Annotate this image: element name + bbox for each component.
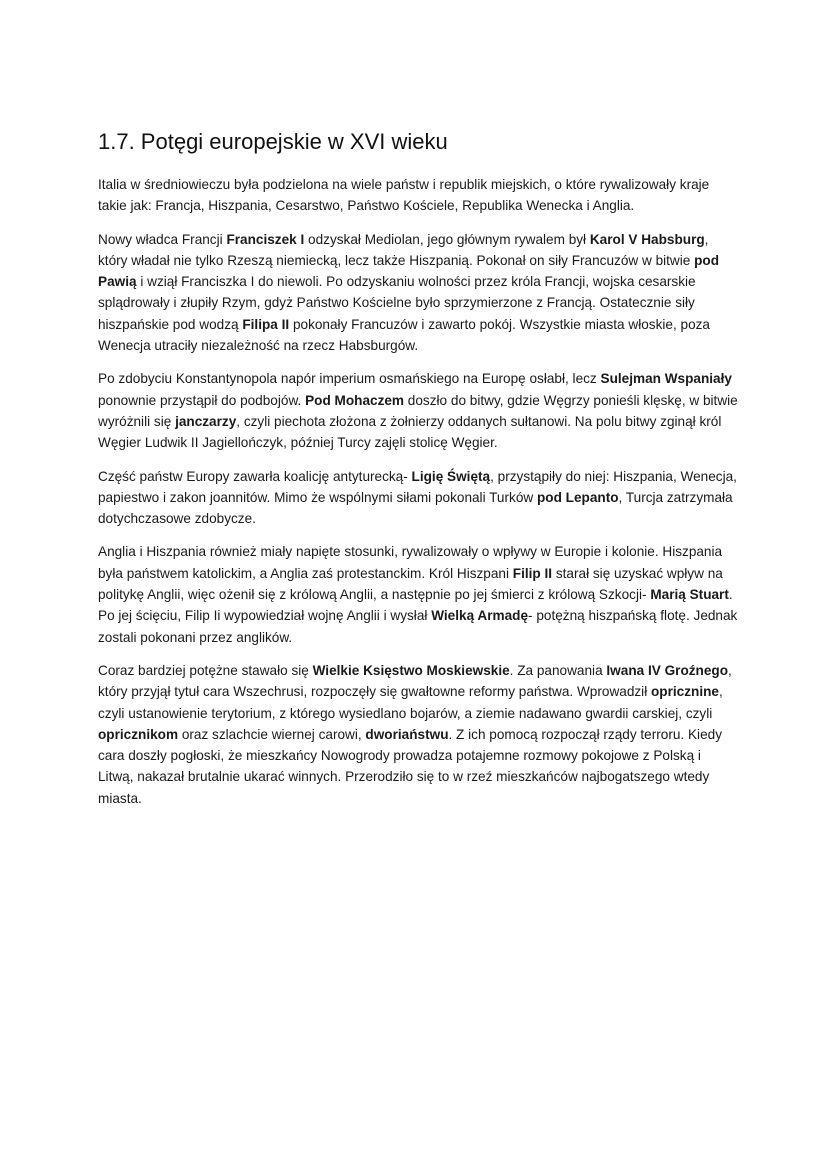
text-segment: . Z ich pomocą rozpoczął rządy terroru. Kiedy cara doszły pogłoski, że mieszkańcy Nowogrody prowadza potajemne rozmowy pokojowe z Polską i Litwą, nakazał brutalnie ukarać winnych. Przerodziło się to w rzeź mieszkańców najbogatszego wtedy miasta. <box>98 726 722 806</box>
text-segment: Po zdobyciu Konstantynopola napór imperium osmańskiego na Europę osłabł, lecz <box>98 371 601 387</box>
bold-term: Franciszek I <box>226 231 305 247</box>
text-segment: Nowy władca Francji <box>98 231 227 247</box>
text-segment: , przystąpiły do niej: Hiszpania, Wenecja, papiestwo i zakon joannitów. Mimo że wspólnymi siłami pokonali Turków <box>98 468 737 505</box>
bold-term: Filip II <box>512 565 553 581</box>
text-segment: . Za panowania <box>509 662 607 678</box>
text-segment: i wziął Franciszka I do niewoli. Po odzyskaniu wolności przez króla Francji, wojska cesarskie splądrowały i złupiły Rzym, gdyż Państwo Kościelne było sprzymierzone z Francją. Ostatecznie siły hiszpańskie pod wodzą <box>98 274 696 332</box>
text-segment: pokonały Francuzów i zawarto pokój. Wszystkie miasta włoskie, poza Wenecja utraciły niezależność na rzecz Habsburgów. <box>98 316 710 354</box>
bold-term: Wielkie Księstwo Moskiewskie <box>312 662 510 678</box>
bold-term: pod Pawią <box>98 252 720 290</box>
text-segment: Coraz bardziej potężne stawało się <box>98 662 313 678</box>
text-segment: odzyskał Mediolan, jego głównym rywalem był <box>304 231 590 247</box>
text-segment: , który władał nie tylko Rzeszą niemiecką, lecz także Hiszpanią. Pokonał on siły Francuzów w bitwie <box>98 231 709 268</box>
paragraph <box>98 229 738 357</box>
bold-term: Karol V Habsburg <box>589 231 705 247</box>
paragraph <box>98 541 738 647</box>
bold-term: Wielką Armadę <box>431 608 529 624</box>
text-segment: , czyli ustanowienie terytorium, z którego wysiedlano bojarów, a ziemie nadawano gwardii carskiej, czyli <box>98 684 723 721</box>
text-segment: Część państw Europy zawarła koalicję antyturecką- <box>98 468 412 484</box>
bold-term: janczarzy <box>175 413 237 429</box>
paragraph <box>98 660 738 809</box>
bold-term: Iwana IV Groźnego <box>606 662 729 678</box>
document-body <box>98 174 738 809</box>
page-title: 1.7. Potęgi europejskie w XVI wieku <box>98 129 448 154</box>
bold-term: Marią Stuart <box>650 587 729 603</box>
text-segment: - potężną hiszpańską flotę. Jednak zostali pokonani przez anglików. <box>98 608 738 645</box>
bold-term: opricznikom <box>98 726 179 742</box>
paragraph <box>98 174 738 217</box>
text-segment: . Po jej ścięciu, Filip Ii wypowiedział wojnę Anglii i wysłał <box>98 587 733 624</box>
bold-term: opricznine <box>651 684 719 700</box>
text-segment: Italia w średniowieczu była podzielona na wiele państw i republik miejskich, o które rywalizowały kraje takie jak: Francja, Hiszpania, Cesarstwo, Państwo Kościele, Republika Wenecka i Anglia. <box>98 177 710 214</box>
text-segment: , Turcja zatrzymała dotychczasowe zdobycze. <box>98 489 733 527</box>
text-segment: ponownie przystąpił do podbojów. <box>98 392 306 408</box>
bold-term: Pod Mohaczem <box>305 392 405 408</box>
bold-term: dworiaństwu <box>365 726 449 742</box>
text-segment: , który przyjął tytuł cara Wszechrusi, rozpoczęły się gwałtowne reformy państwa. Wprowadził <box>98 662 732 700</box>
paragraph <box>98 466 738 530</box>
text-segment: doszło do bitwy, gdzie Węgrzy ponieśli klęskę, w bitwie wyróżnili się <box>98 392 738 429</box>
bold-term: Ligię Świętą <box>411 468 491 484</box>
bold-term: pod Lepanto <box>536 489 619 505</box>
text-segment: Anglia i Hiszpania również miały napięte stosunki, rywalizowały o wpływy w Europie i kolonie. Hiszpania była państwem katolickim, a Anglia zaś protestanckim. Król Hiszpani <box>98 544 723 581</box>
bold-term: Sulejman Wspaniały <box>600 371 732 387</box>
bold-term: Filipa II <box>242 316 290 332</box>
text-segment: , czyli piechota złożona z żołnierzy oddanych sułtanowi. Na polu bitwy zginął król Węgier Ludwik II Jagiellończyk, później Turcy zajęli stolicę Węgier. <box>98 413 722 451</box>
text-segment: oraz szlachcie wiernej carowi, <box>178 726 366 742</box>
text-segment: starał się uzyskać wpływ na politykę Anglii, więc ożenił się z królową Anglii, a następnie po jej śmierci z królową Szkocji- <box>98 565 723 603</box>
paragraph <box>98 368 738 453</box>
